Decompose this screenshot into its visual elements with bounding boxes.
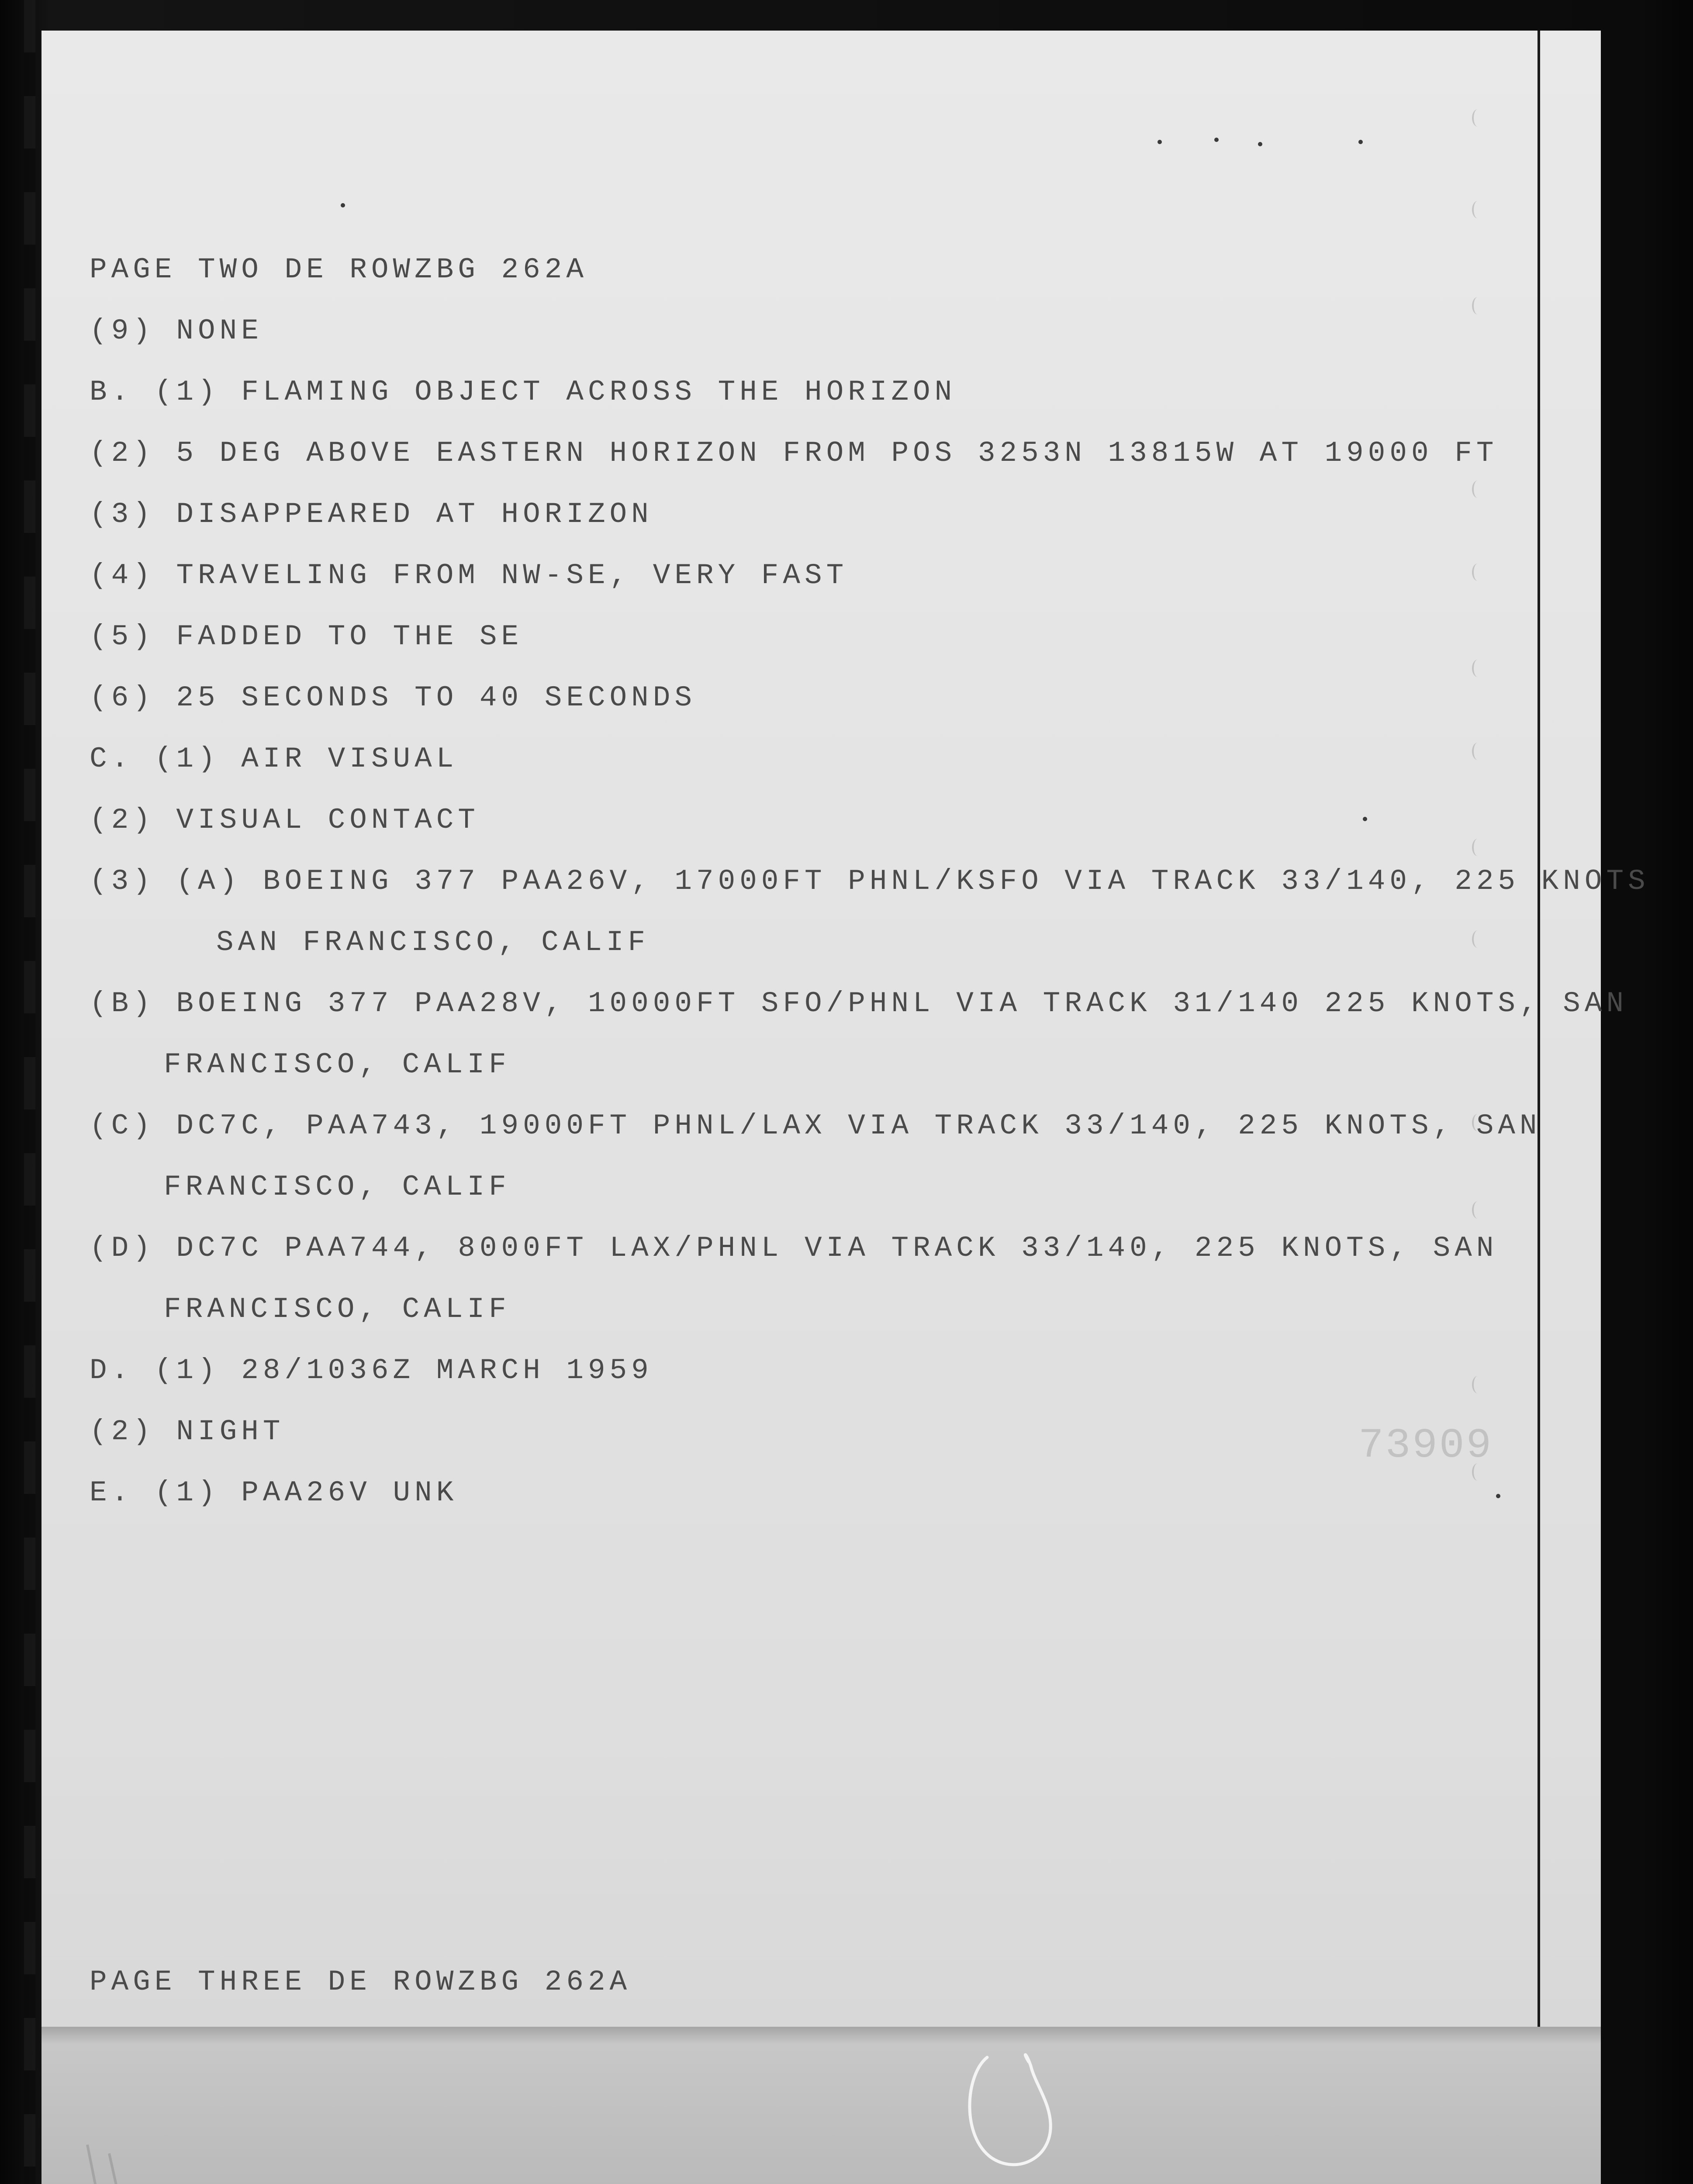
dust-speck [1258, 142, 1262, 146]
binding-mark [1472, 109, 1483, 127]
dust-speck [341, 203, 345, 207]
faint-handwriting-marks [70, 2127, 253, 2184]
underlay-sheet [41, 2027, 1601, 2184]
report-line: C. (1) AIR VISUAL [90, 743, 458, 775]
page-footer: PAGE THREE DE ROWZBG 262A [90, 1966, 632, 1998]
binding-mark [1472, 1376, 1483, 1393]
dust-speck [1363, 817, 1367, 821]
report-line: (D) DC7C PAA744, 8000FT LAX/PHNL VIA TRACK 33/140, 225 KNOTS, SAN [90, 1232, 1498, 1265]
binding-mark [1472, 660, 1483, 677]
report-line: (4) TRAVELING FROM NW-SE, VERY FAST [90, 559, 848, 592]
binding-hole-marks [1472, 109, 1498, 1507]
report-line: (6) 25 SECONDS TO 40 SECONDS [90, 681, 696, 714]
report-line: (5) FADDED TO THE SE [90, 620, 523, 653]
sheet-vertical-rule [1538, 31, 1540, 2027]
underlay-shadow [41, 2027, 1601, 2044]
binding-mark [1472, 297, 1483, 314]
report-line-continuation: SAN FRANCISCO, CALIF [216, 926, 650, 959]
report-line: D. (1) 28/1036Z MARCH 1959 [90, 1354, 653, 1387]
binding-mark [1472, 201, 1483, 218]
report-line: (B) BOEING 377 PAA28V, 10000FT SFO/PHNL VIA TRACK 31/140 225 KNOTS, SAN [90, 987, 1628, 1020]
binding-mark [1472, 480, 1483, 498]
report-line: (C) DC7C, PAA743, 19000FT PHNL/LAX VIA TRACK 33/140, 225 KNOTS, SAN [90, 1109, 1541, 1142]
report-line: B. (1) FLAMING OBJECT ACROSS THE HORIZON [90, 376, 957, 408]
report-line: (9) NONE [90, 314, 263, 347]
report-line: (2) NIGHT [90, 1415, 285, 1448]
binding-mark [1472, 563, 1483, 581]
report-line: (2) 5 DEG ABOVE EASTERN HORIZON FROM POS 3253N 13815W AT 19000 FT [90, 437, 1498, 470]
dust-speck [1358, 140, 1363, 144]
binding-mark [1472, 1201, 1483, 1219]
dust-speck [1214, 138, 1219, 142]
dust-speck [1157, 140, 1162, 144]
binding-mark [1472, 839, 1483, 856]
film-sprocket-edge [24, 0, 35, 2184]
binding-mark [1472, 743, 1483, 760]
handwritten-loop-mark [957, 2049, 1061, 2175]
report-line-continuation: FRANCISCO, CALIF [164, 1171, 511, 1203]
report-line: (3) (A) BOEING 377 PAA26V, 17000FT PHNL/KSFO VIA TRACK 33/140, 225 KNOTS [90, 865, 1650, 898]
report-line-continuation: FRANCISCO, CALIF [164, 1293, 511, 1326]
report-line: (3) DISAPPEARED AT HORIZON [90, 498, 653, 531]
document-sheet [41, 31, 1601, 2027]
report-line: (2) VISUAL CONTACT [90, 804, 480, 836]
archive-stamp-number: 73909 [1358, 1422, 1493, 1469]
report-line-continuation: FRANCISCO, CALIF [164, 1048, 511, 1081]
page-header: PAGE TWO DE ROWZBG 262A [90, 253, 588, 286]
dust-speck [1496, 1494, 1500, 1498]
binding-mark [1472, 930, 1483, 948]
report-line: E. (1) PAA26V UNK [90, 1476, 458, 1509]
